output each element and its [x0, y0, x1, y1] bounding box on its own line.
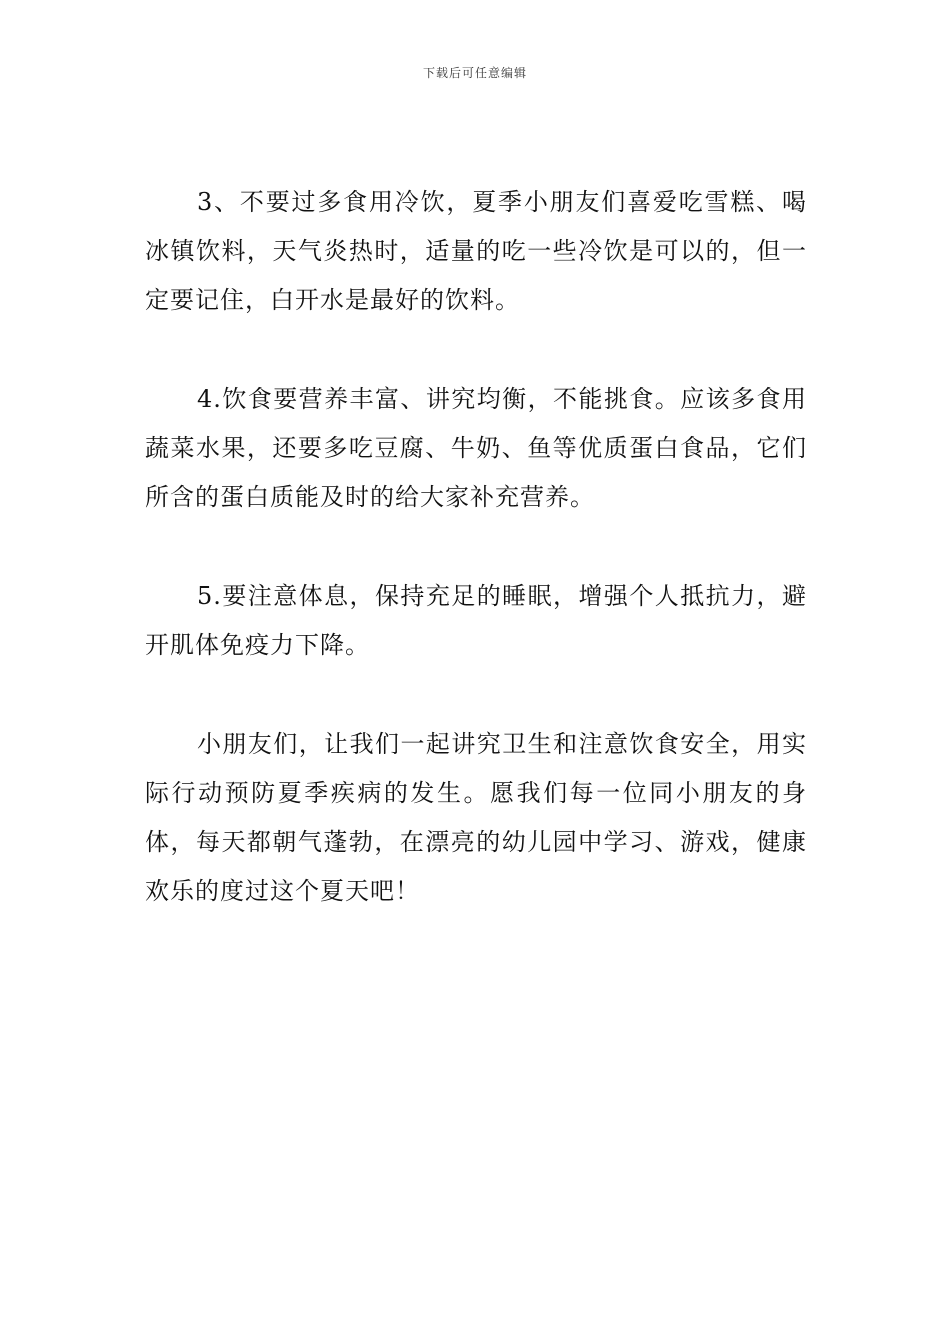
closing-paragraph: 小朋友们，让我们一起讲究卫生和注意饮食安全，用实际行动预防夏季疾病的发生。愿我们每一位同小朋友的身体，每天都朝气蓬勃，在漂亮的幼儿园中学习、游戏，健康欢乐的度过这个夏天吧！ — [145, 730, 807, 905]
document-body — [145, 178, 807, 966]
paragraph-item-5: 5.要注意体息，保持充足的睡眠，增强个人抵抗力，避开肌体免疫力下降。 — [145, 582, 807, 659]
paragraph-item-4: 4.饮食要营养丰富、讲究均衡，不能挑食。应该多食用蔬菜水果，还要多吃豆腐、牛奶、鱼等优质蛋白食品，它们所含的蛋白质能及时的给大家补充营养。 — [145, 385, 807, 511]
paragraph-item-3: 3、不要过多食用冷饮，夏季小朋友们喜爱吃雪糕、喝冰镇饮料，天气炎热时，适量的吃一些冷饮是可以的，但一定要记住，白开水是最好的饮料。 — [145, 188, 807, 314]
header-note: 下载后可任意编辑 — [422, 66, 527, 80]
